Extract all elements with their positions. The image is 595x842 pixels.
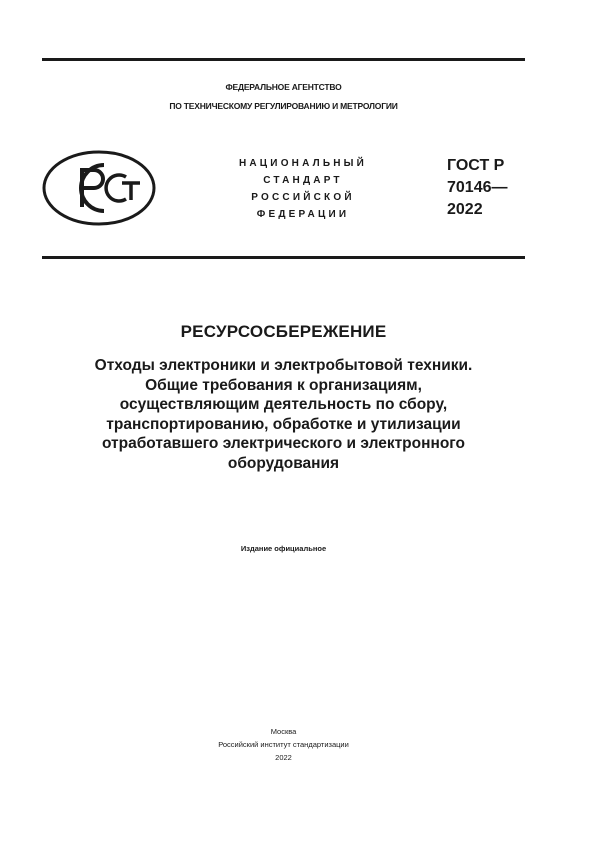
- document-subtitle: [42, 356, 525, 473]
- edition-note: Издание официальное: [240, 544, 327, 553]
- imprint-year: 2022: [275, 753, 292, 762]
- imprint-publisher: Российский институт стандартизации: [218, 740, 349, 749]
- standard-type-line-4: ФЕДЕРАЦИИ: [256, 209, 350, 220]
- top-rule: [42, 58, 525, 61]
- subtitle-line-3: осуществляющим деятельность по сбору,: [119, 396, 448, 413]
- subtitle-line-5: отработавшего электрического и электронного: [101, 435, 466, 452]
- agency-name-line-1: ФЕДЕРАЛЬНОЕ АГЕНТСТВО: [225, 82, 342, 92]
- designation-line-2: 70146—: [447, 179, 508, 196]
- designation-line-3: 2022: [447, 201, 483, 218]
- middle-rule: [42, 256, 525, 259]
- subtitle-line-2: Общие требования к организациям,: [145, 376, 422, 394]
- standard-designation: [447, 155, 508, 221]
- standard-type-line-3: РОССИЙСКОЙ: [251, 192, 355, 203]
- document-title: РЕСУРСОСБЕРЕЖЕНИЕ: [180, 322, 387, 341]
- standard-type-line-2: СТАНДАРТ: [263, 175, 343, 186]
- rst-gost-logo-icon: [42, 150, 156, 226]
- standard-type-line-1: НАЦИОНАЛЬНЫЙ: [238, 158, 368, 169]
- subtitle-line-6: оборудования: [227, 454, 340, 472]
- standard-type: [213, 155, 393, 223]
- subtitle-line-1: Отходы электроники и электробытовой техники.: [94, 357, 473, 374]
- imprint-city: Москва: [270, 727, 297, 736]
- agency-name-line-2: ПО ТЕХНИЧЕСКОМУ РЕГУЛИРОВАНИЮ И МЕТРОЛОГИИ: [169, 101, 398, 111]
- designation-line-1: ГОСТ Р: [447, 157, 505, 174]
- imprint: [42, 725, 525, 764]
- subtitle-line-4: транспортированию, обработке и утилизации: [106, 415, 461, 433]
